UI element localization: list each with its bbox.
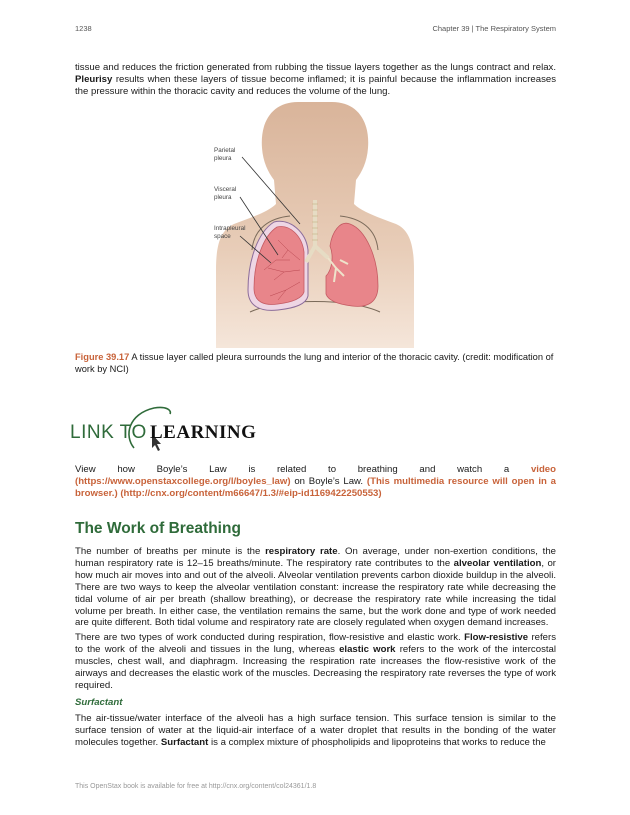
figure-label: Figure 39.17	[75, 352, 130, 362]
p3-text-a: The air-tissue/water interface of the alveoli has a high surface tension. This surface tension is similar to the surface tension of water at the liquid-air interface of a water droplet that results in the bonding of the water molecules together.	[75, 713, 556, 748]
intro-line: tissue and reduces the friction generated from rubbing the tissue layers together as the lungs contract and relax.	[75, 62, 556, 73]
link-to-learning-logo	[70, 404, 257, 454]
paragraph-surfactant	[75, 713, 556, 749]
paragraph-respiratory-rate	[75, 546, 556, 629]
running-header: Chapter 39 | The Respiratory System	[432, 24, 556, 33]
p3-text-b: is a complex mixture of phospholipids and lipoproteins that works to reduce the	[208, 736, 546, 748]
paragraph-work-types	[75, 632, 556, 692]
p2-text-c: refers to the work of the intercostal muscles, chest wall, and diaphragm. Increasing the respiration rate increases the flow-resistive work of the airways and decreases the elastic work of the muscles. Decreasing the respiratory rate reverses the type of work required.	[75, 643, 556, 691]
page-footer: This OpenStax book is available for free at http://cnx.org/content/col24361/1.8	[75, 783, 317, 790]
section-title: The Work of Breathing	[75, 520, 241, 537]
p2-text-a: There are two types of work conducted during respiration, flow-resistive and elastic work.	[75, 632, 465, 643]
label-parietal-pleura: Parietal pleura	[214, 147, 236, 162]
p2-text-b: refers to the work of the alveoli and tissues in the lung, whereas	[75, 632, 556, 655]
ltl-text-1: View how Boyle’s Law is related to breathing and watch a	[75, 464, 531, 475]
page-number: 1238	[75, 24, 92, 33]
logo-learning: LEARNING	[150, 422, 257, 443]
intro-rest: results when these layers of tissue become inflamed; it is painful because the inflammation increases the pressure within the thoracic cavity and reduces the volume of the lung.	[75, 73, 556, 97]
term-surfactant: Surfactant	[160, 736, 209, 748]
term-elastic-work: elastic work	[339, 643, 396, 655]
link-to-learning-text	[75, 464, 556, 500]
label-intrapleural-space: Intrapleural space	[214, 225, 246, 240]
label-visceral-pleura: Visceral pleura	[214, 186, 237, 201]
term-alveolar-ventilation: alveolar ventilation	[453, 557, 542, 569]
subheading-surfactant: Surfactant	[75, 697, 123, 708]
caption-text: A tissue layer called pleura surrounds the lung and interior of the thoracic cavity. (credit: modification of work by NCI)	[75, 352, 554, 374]
thorax-illustration	[150, 100, 480, 348]
term-flow-resistive: Flow-resistive	[464, 632, 529, 643]
video-link[interactable]: video (https://www.openstaxcollege.org/l/boyles_law)	[75, 464, 556, 487]
figure-caption	[75, 352, 556, 375]
p1-text-b: . On average, under non-exertion conditions, the human respiratory rate is 12–15 breaths/minute. The respiratory rate contributes to the	[75, 546, 556, 569]
p1-text-c: , or how much air moves into and out of the alveoli. Alveolar ventilation prevents carbon dioxide buildup in the alveoli. There are two ways to keep the alveolar ventilation constant: increase the respiratory rate while decreasing the tidal volume of air per breath (shallow breathing), or decrease the respiratory rate while increasing the tidal volume per breath. In either case, the ventilation remains the same, but the work done and type of work needed are quite different. Both tidal volume and respiratory rate are closely regulated when oxygen demand increases.	[75, 557, 556, 629]
term-respiratory-rate: respiratory rate	[265, 546, 338, 557]
p1-text-a: The number of breaths per minute is the	[75, 546, 266, 557]
pleura-figure	[150, 100, 480, 348]
ltl-text-2: on Boyle’s Law.	[290, 475, 367, 487]
intro-paragraph	[75, 62, 556, 98]
multimedia-link[interactable]: (This multimedia resource will open in a browser.) (http://cnx.org/content/m66647/1.3/#eip-id1169422250553)	[75, 475, 556, 499]
term-pleurisy: Pleurisy	[75, 73, 113, 85]
logo-link-to: LINK TO	[70, 422, 147, 443]
